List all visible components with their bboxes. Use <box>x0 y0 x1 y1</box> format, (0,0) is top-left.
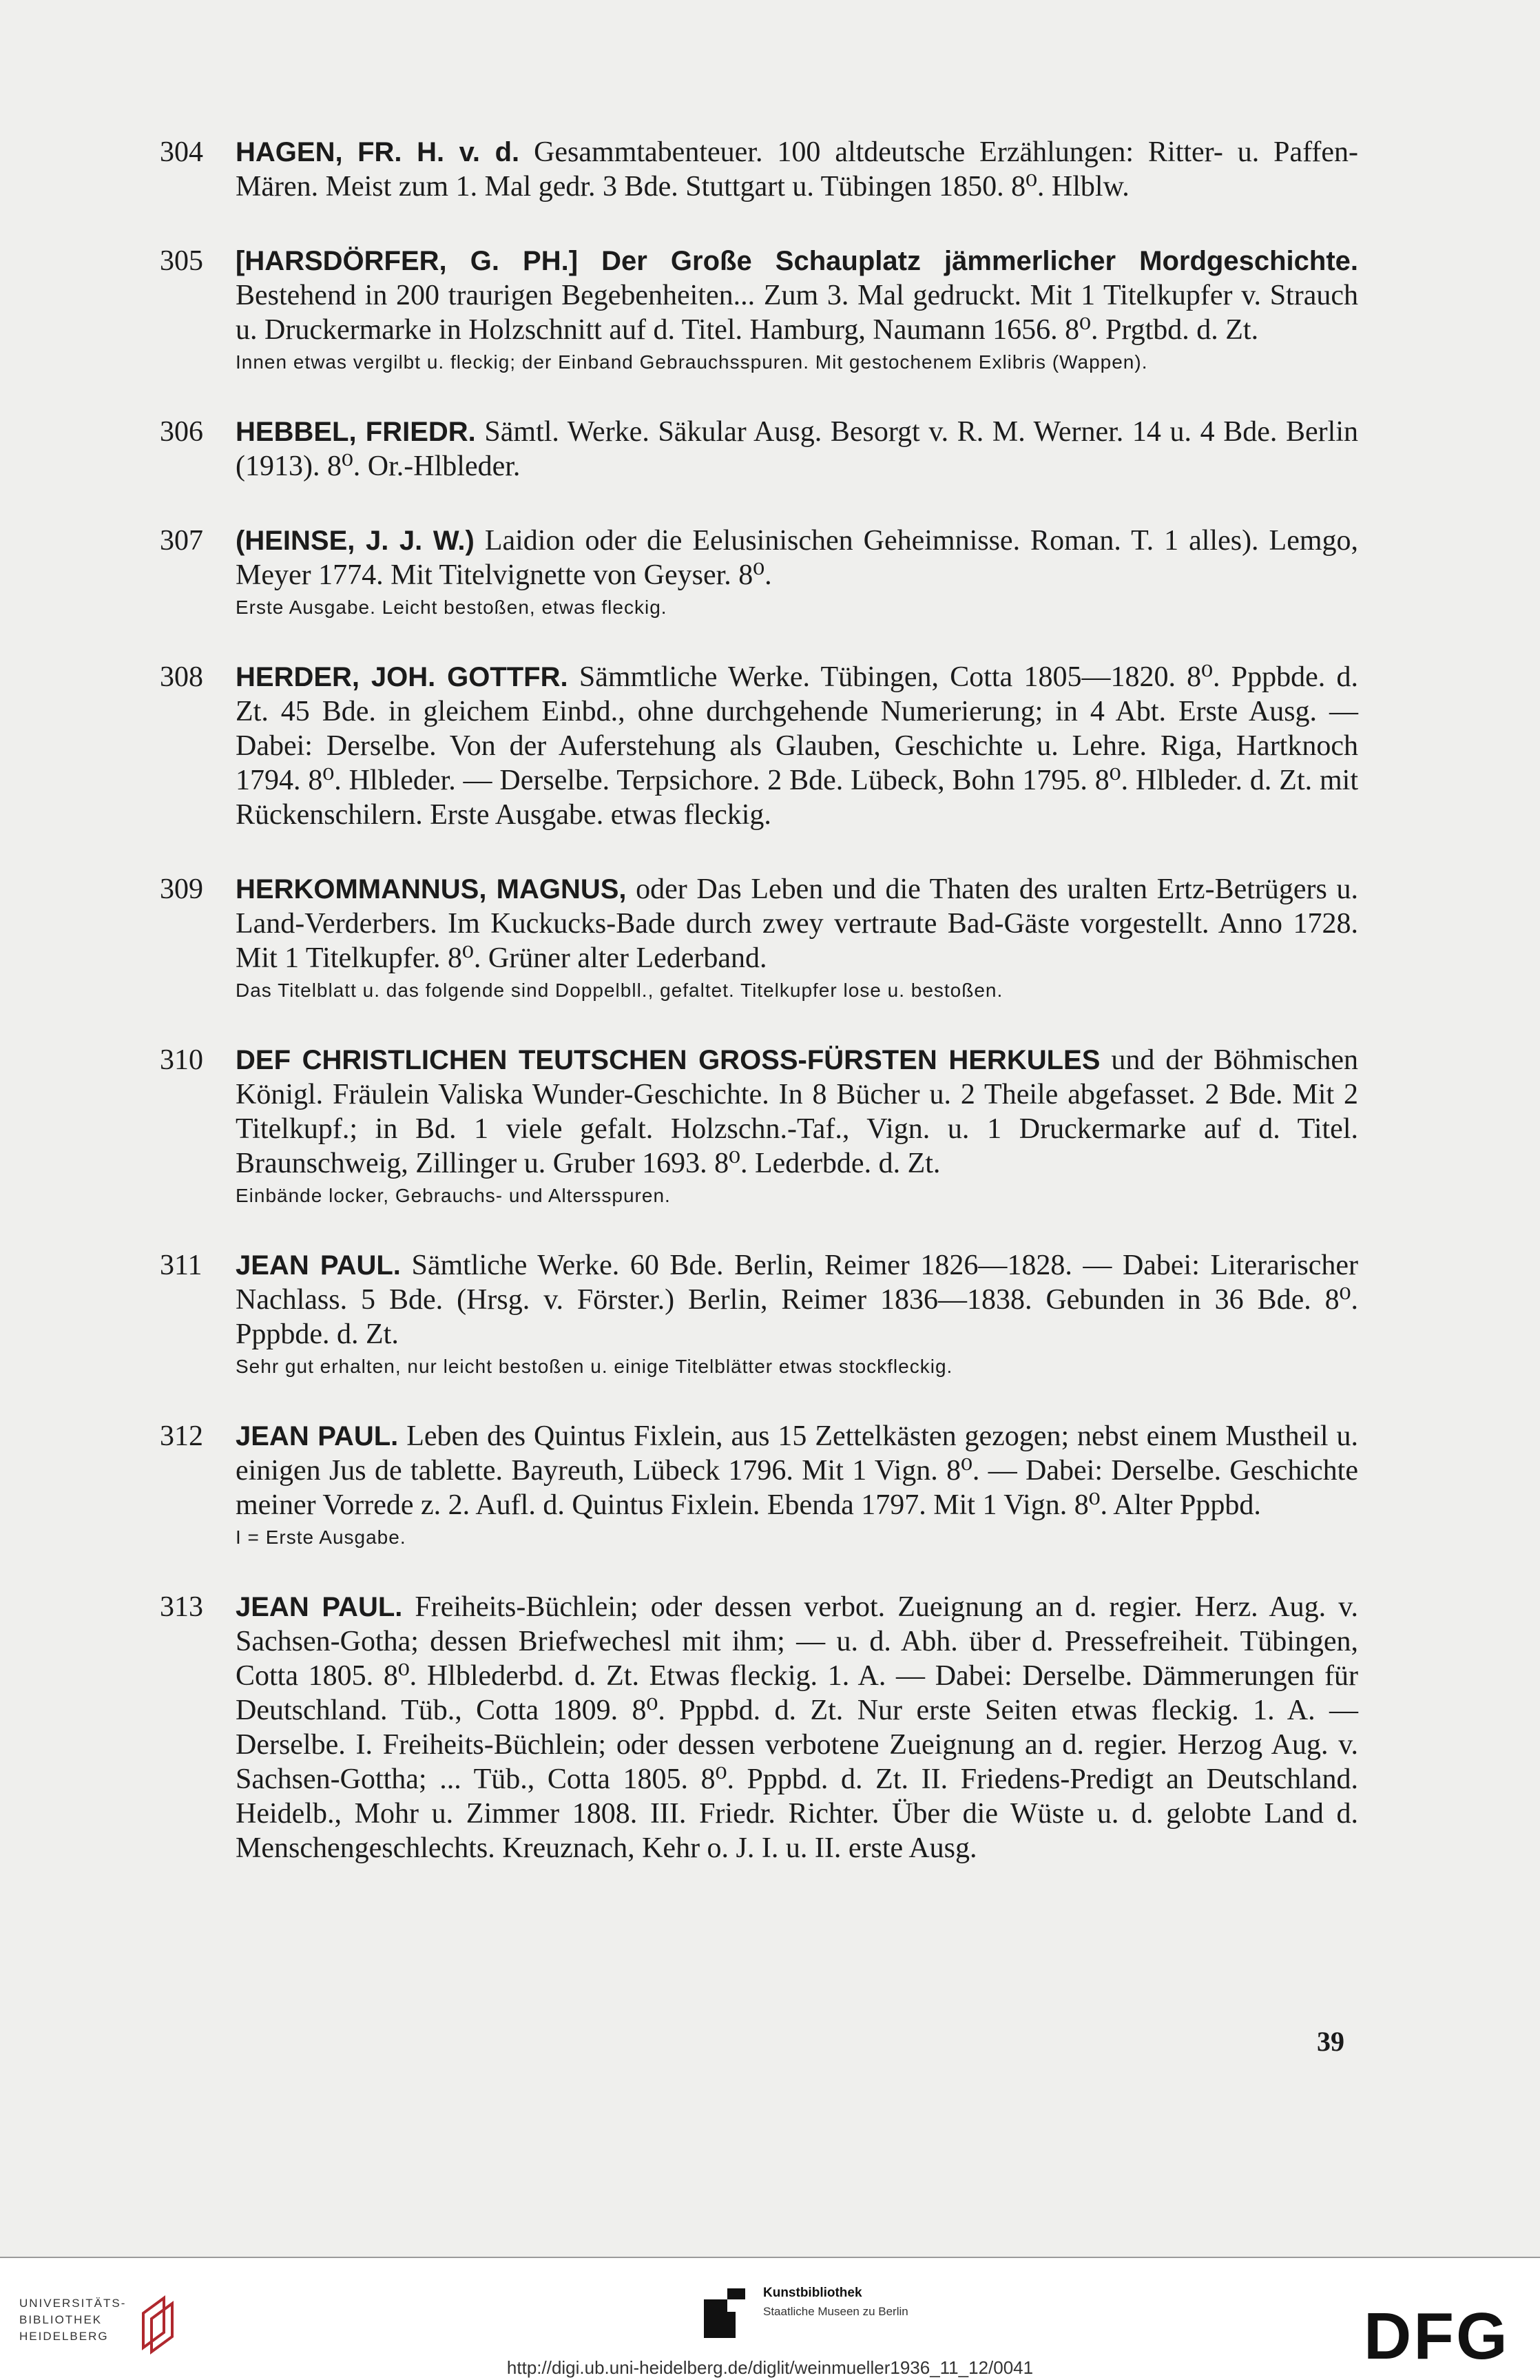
entry-description <box>236 1248 1358 1352</box>
entry-text: Gesammtabenteuer. 100 altdeutsche Erzählungen: Ritter- u. Paffen-Mären. Meist zum 1. Mal gedr. 3 Bde. Stuttgart u. Tübingen 1850. 8⁰. Hlblw. <box>236 136 1359 203</box>
entry-text: oder Das Leben und die Thaten des uralten Ertz-Betrügers u. Land-Verderbers. Im Kuckucks-Bade durch zwey vertraute Bad-Gäste vorgestellt. Anno 1728. Mit 1 Titelkupfer. 8⁰. Grüner alter Lederband. <box>236 873 1358 974</box>
catalog-entry <box>160 415 1358 484</box>
entry-body <box>236 872 1358 1003</box>
footer <box>0 2257 1540 2380</box>
entry-text: Sämtl. Werke. Säkular Ausg. Besorgt v. R. M. Werner. 14 u. 4 Bde. Berlin (1913). 8⁰. Or.-Hlbleder. <box>236 416 1358 482</box>
entry-description <box>236 872 1358 975</box>
condition-note: Einbände locker, Gebrauchs- und Altersspuren. <box>236 1185 671 1206</box>
lot-number: 305 <box>160 245 203 277</box>
entry-body <box>236 244 1358 375</box>
book-icon <box>136 2293 185 2355</box>
entry-description <box>236 1043 1358 1181</box>
lot-number: 308 <box>160 661 203 693</box>
condition-note: Sehr gut erhalten, nur leicht bestoßen u. einige Titelblätter etwas stockfleckig. <box>236 1356 953 1377</box>
lot-number: 310 <box>160 1044 203 1076</box>
condition-note: Innen etwas vergilbt u. fleckig; der Einband Gebrauchsspuren. Mit gestochenem Exlibris (Wappen). <box>236 351 1148 373</box>
entry-text: Bestehend in 200 traurigen Begebenheiten... Zum 3. Mal gedruckt. Mit 1 Titelkupfer v. Strauch u. Druckermarke in Holzschnitt auf d. Titel. Hamburg, Naumann 1656. 8⁰. Prgtbd. d. Zt. <box>236 280 1358 346</box>
catalog-entry <box>160 1590 1358 1865</box>
lot-number: 309 <box>160 873 203 905</box>
entry-description <box>236 135 1358 204</box>
entry-body <box>236 660 1358 832</box>
entry-body <box>236 415 1358 484</box>
entry-text: Sämtliche Werke. 60 Bde. Berlin, Reimer 1826—1828. — Dabei: Literarischer Nachlass. 5 Bde. (Hrsg. v. Förster.) Berlin, Reimer 1836—1838. Gebunden in 36 Bde. 8⁰. Pppbde. d. Zt. <box>236 1250 1358 1350</box>
entry-description <box>236 660 1358 832</box>
lot-number: 313 <box>160 1591 203 1623</box>
condition-note: I = Erste Ausgabe. <box>236 1527 406 1548</box>
lot-number: 307 <box>160 525 203 557</box>
entry-description <box>236 415 1358 484</box>
entry-text: Freiheits-Büchlein; oder dessen verbot. Zueignung an d. regier. Herz. Aug. v. Sachsen-Gotha; dessen Briefwechesl mit ihm; — u. d. Abh. über d. Pressefreiheit. Tübingen, Cotta 1805. 8⁰. Hlblederbd. d. Zt. Etwas fleckig. 1. A. — Dabei: Derselbe. Dämmerungen für Deutschland. Tüb., Cotta 1809. 8⁰. Pppbd. d. Zt. Nur erste Seiten etwas fleckig. 1. A. — Derselbe. I. Freiheits-Büchlein; oder dessen verbotene Zueignung an d. regier. Herzog Aug. v. Sachsen-Gottha; ... Tüb., Cotta 1805. 8⁰. Pppbd. d. Zt. II. Friedens-Predigt an Deutschland. Heidelb., Mohr u. Zimmer 1808. III. Friedr. Richter. Über die Wüste u. d. gelobte Land d. Menschengeschlechts. Kreuznach, Kehr o. J. I. u. II. erste Ausg. <box>236 1591 1358 1864</box>
lot-number: 306 <box>160 416 203 448</box>
entry-heading: [HARSDÖRFER, G. PH.] Der Große Schauplatz jämmerlicher Mordgeschichte. <box>236 246 1358 276</box>
source-url[interactable]: http://digi.ub.uni-heidelberg.de/diglit/weinmueller1936_11_12/0041 <box>506 2357 1034 2378</box>
entry-heading: HERDER, JOH. GOTTFR. <box>236 662 568 692</box>
kunstbibliothek-icon <box>700 2284 755 2346</box>
logo-line: UNIVERSITÄTS- <box>19 2297 127 2310</box>
lot-number: 312 <box>160 1420 203 1452</box>
catalog-entry <box>160 135 1358 204</box>
entry-heading: JEAN PAUL. <box>236 1421 399 1451</box>
entry-text: Laidion oder die Eelusinischen Geheimnisse. Roman. T. 1 alles). Lemgo, Meyer 1774. Mit Titelvignette von Geyser. 8⁰. <box>236 525 1359 591</box>
entry-body <box>236 1248 1358 1379</box>
catalog-entry <box>160 872 1358 1003</box>
entry-heading: JEAN PAUL. <box>236 1250 401 1281</box>
catalog-entry <box>160 1419 1358 1550</box>
dfg-logo[interactable]: DFG <box>1364 2299 1510 2373</box>
condition-note: Das Titelblatt u. das folgende sind Doppelbll., gefaltet. Titelkupfer lose u. bestoßen. <box>236 980 1003 1001</box>
entry-text: Sämmtliche Werke. Tübingen, Cotta 1805—1820. 8⁰. Pppbde. d. Zt. 45 Bde. in gleichem Einbd., ohne durchgehende Numerierung; in 4 Abt. Erste Ausg. — Dabei: Derselbe. Von der Auferstehung als Glauben, Geschichte u. Lehre. Riga, Hartknoch 1794. 8⁰. Hlbleder. — Derselbe. Terpsichore. 2 Bde. Lübeck, Bohn 1795. 8⁰. Hlbleder. d. Zt. mit Rückenschilern. Erste Ausgabe. etwas fleckig. <box>236 661 1358 831</box>
entry-body <box>236 1419 1358 1550</box>
condition-note: Erste Ausgabe. Leicht bestoßen, etwas fleckig. <box>236 597 667 618</box>
kunstbibliothek-title: Kunstbibliothek <box>763 2286 862 2300</box>
entry-description <box>236 244 1358 347</box>
entry-description <box>236 1419 1358 1522</box>
catalog-entry <box>160 1043 1358 1208</box>
entry-heading: JEAN PAUL. <box>236 1592 403 1622</box>
entry-heading: HEBBEL, FRIEDR. <box>236 417 476 447</box>
university-library-logo[interactable] <box>19 2293 191 2355</box>
lot-number: 311 <box>160 1250 202 1281</box>
entry-heading: HERKOMMANNUS, MAGNUS, <box>236 874 627 904</box>
entry-heading: (HEINSE, J. J. W.) <box>236 526 475 556</box>
entry-description <box>236 1590 1358 1865</box>
catalog-entry <box>160 1248 1358 1379</box>
lot-number: 304 <box>160 136 203 168</box>
page-number: 39 <box>1317 2026 1344 2057</box>
entry-body <box>236 1590 1358 1865</box>
university-library-logo-text <box>19 2295 126 2345</box>
entry-text: Leben des Quintus Fixlein, aus 15 Zettelkästen gezogen; nebst einem Mustheil u. einigen Jus de tablette. Bayreuth, Lübeck 1796. Mit 1 Vign. 8⁰. — Dabei: Derselbe. Geschichte meiner Vorrede z. 2. Aufl. d. Quintus Fixlein. Ebenda 1797. Mit 1 Vign. 8⁰. Alter Pppbd. <box>236 1420 1359 1521</box>
entry-body <box>236 524 1358 620</box>
logo-line: BIBLIOTHEK <box>19 2313 103 2326</box>
entry-body <box>236 135 1358 204</box>
entry-heading: DEF CHRISTLICHEN TEUTSCHEN GROSS-FÜRSTEN HERKULES <box>236 1045 1101 1075</box>
catalog-entries <box>160 135 1358 1905</box>
kunstbibliothek-subtitle: Staatliche Museen zu Berlin <box>763 2305 908 2318</box>
entry-heading: HAGEN, FR. H. v. d. <box>236 137 520 167</box>
entry-text: und der Böhmischen Königl. Fräulein Valiska Wunder-Geschichte. In 8 Bücher u. 2 Theile abgefasset. 2 Bde. Mit 2 Titelkupf.; in Bd. 1 viele gefalt. Holzschn.-Taf., Vign. u. 1 Druckermarke auf d. Titel. Braunschweig, Zillinger u. Gruber 1693. 8⁰. Lederbde. d. Zt. <box>236 1044 1358 1179</box>
logo-line: HEIDELBERG <box>19 2330 109 2343</box>
catalog-entry <box>160 524 1358 620</box>
entry-body <box>236 1043 1358 1208</box>
entry-description <box>236 524 1358 592</box>
catalog-entry <box>160 660 1358 832</box>
catalog-entry <box>160 244 1358 375</box>
kunstbibliothek-logo[interactable] <box>700 2284 989 2353</box>
